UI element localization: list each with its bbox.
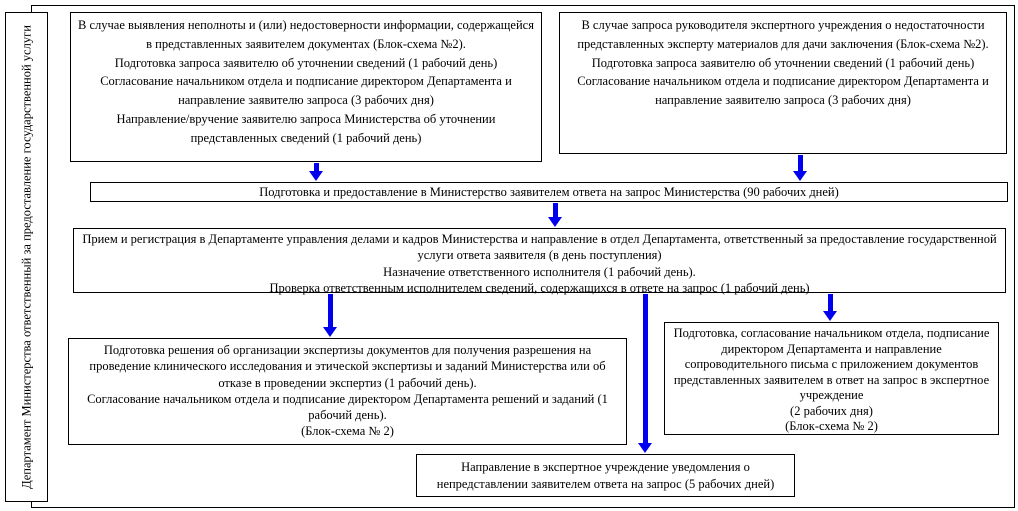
- process-text-line: Подготовка запроса заявителю об уточнении сведений (1 рабочий день): [591, 55, 975, 70]
- down-arrow-icon: [793, 155, 807, 181]
- process-text-line: Подготовка запроса заявителю об уточнении сведений (1 рабочий день): [114, 55, 498, 70]
- process-text-line: Подготовка решения об организации экспертизы документов для получения разрешения на проведение клинического исследования и этической экспертизы и заданий Министерства или об отказе в проведении экспертиз (1 рабочий день).: [89, 343, 606, 390]
- process-text-line: Проверка ответственным исполнителем сведений, содержащихся в ответе на запрос (1 рабочий день): [269, 280, 810, 295]
- process-text-line: Подготовка и предоставление в Министерство заявителем ответа на запрос Министерства (90 рабочих дней): [259, 184, 839, 199]
- process-text-line: (Блок-схема № 2): [301, 424, 394, 439]
- process-text-line: Согласование начальником отдела и подписание директором Департамента решений и заданий (1 рабочий день).: [87, 391, 608, 422]
- process-box-applicant-response: [90, 182, 1008, 202]
- arrow-head: [638, 443, 652, 453]
- arrow-shaft: [328, 294, 333, 327]
- down-arrow-icon: [323, 294, 337, 337]
- process-text-line: В случае выявления неполноты и (или) недостоверности информации, содержащейся в представленных заявителем документах (Блок-схема №2).: [78, 18, 534, 51]
- arrow-shaft: [828, 294, 833, 311]
- sidebar-department-label: Департамент Министерства ответственный за предоставление государственной услуги: [19, 25, 34, 489]
- arrow-shaft: [798, 155, 803, 171]
- arrow-head: [793, 171, 807, 181]
- down-arrow-icon: [548, 203, 562, 227]
- arrow-head: [309, 171, 323, 181]
- down-arrow-icon: [309, 163, 323, 181]
- process-text-line: В случае запроса руководителя экспертного учреждения о недостаточности представленных эксперту материалов для дачи заключения (Блок-схема №2).: [577, 18, 989, 51]
- process-text-line: Направление/вручение заявителю запроса Министерства об уточнении представленных сведений (1 рабочий день): [116, 111, 496, 145]
- arrow-head: [548, 217, 562, 227]
- process-text-line: Согласование начальником отдела и подписание директором Департамента и направление заявителю запроса (3 рабочих дня): [577, 74, 989, 107]
- process-text-line: Подготовка, согласование начальником отдела, подписание директором Департамента и направление сопроводительного письма с приложением документов представленных заявителем в ответ на запрос в экспертное учреждение: [673, 326, 990, 402]
- sidebar-department-label-box: [5, 12, 48, 502]
- arrow-shaft: [553, 203, 558, 217]
- process-text-line: Назначение ответственного исполнителя (1 рабочий день).: [383, 264, 696, 279]
- arrow-head: [823, 311, 837, 321]
- process-text-line: (2 рабочих дня): [790, 403, 873, 418]
- process-box-reception-registration: [73, 228, 1006, 293]
- process-box-expert-request: [559, 12, 1007, 154]
- process-text-line: Направление в экспертное учреждение уведомления о непредставлении заявителем ответа на запрос (5 рабочих дней): [436, 460, 775, 491]
- process-text-line: Прием и регистрация в Департаменте управления делами и кадров Министерства и направление в отдел Департамента, ответственный за предоставление государственной услуги ответа заявителя (в день поступления): [82, 232, 997, 263]
- process-box-notification: [416, 454, 795, 497]
- down-arrow-icon: [823, 294, 837, 321]
- arrow-head: [323, 327, 337, 337]
- process-text-line: Согласование начальником отдела и подписание директором Департамента и направление заявителю запроса (3 рабочих дня): [100, 74, 512, 107]
- process-box-cover-letter: [664, 322, 999, 435]
- down-arrow-icon: [638, 294, 652, 453]
- process-text-line: (Блок-схема № 2): [785, 419, 878, 433]
- process-box-expertise-decision: [68, 338, 627, 445]
- arrow-shaft: [314, 163, 319, 171]
- arrow-shaft: [643, 294, 648, 443]
- process-box-incomplete-info: [70, 12, 542, 162]
